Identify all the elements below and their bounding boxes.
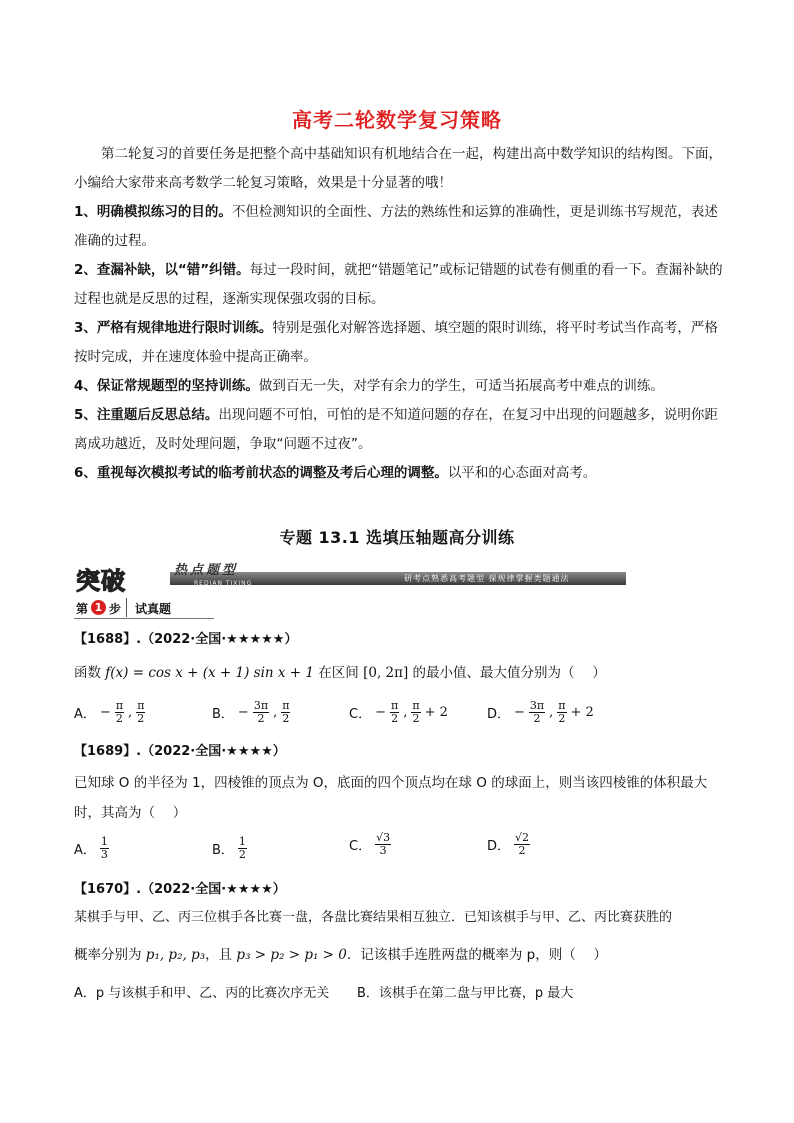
- strategy-1: [74, 198, 728, 256]
- strategy-5: [74, 401, 728, 459]
- q2-option-b-label: B．: [212, 843, 234, 858]
- q2-option-d[interactable]: D． $\frac{√2}{2}$: [487, 831, 530, 857]
- strategy-4-head: 4、保证常规题型的坚持训练。: [74, 378, 259, 394]
- q3-option-b-text: B．该棋手在第二盘与甲比赛，p 最大: [357, 986, 574, 1001]
- step-underline: [74, 618, 214, 619]
- question-1670-text-line1: 某棋手与甲、乙、丙三位棋手各比赛一盘，各盘比赛结果相互独立．已知该棋手与甲、乙、丙比赛获胜的: [74, 910, 673, 925]
- strategy-5-body: 出现问题不可怕，可怕的是不知道问题的存在，在复习中出现的问题越多，说明你距离成功越近，及时处理问题，争取“问题不过夜”。: [74, 407, 718, 452]
- q2-option-d-label: D．: [487, 839, 511, 854]
- q2-option-a[interactable]: A． $\frac{1}{3}$: [74, 835, 108, 861]
- q1-option-c-label: C．: [349, 707, 372, 722]
- q1-text-mid: 在区间: [314, 665, 364, 681]
- strategy-4: [74, 372, 728, 401]
- step-title: 试真题: [135, 602, 172, 616]
- step-prefix: 第: [76, 602, 89, 616]
- question-1670-text-line2: [74, 940, 728, 970]
- q1-formula: f(x) = cos x + (x + 1) sin x + 1: [105, 665, 314, 681]
- q2-option-c-label: C．: [349, 839, 372, 854]
- q1-text-post: 的最小值、最大值分别为（ ）: [408, 665, 606, 681]
- q1-option-a[interactable]: A． − $\frac{\pi}{2}$ , $\frac{\pi}{2}$: [74, 699, 145, 725]
- strategy-2: [74, 256, 728, 314]
- strategy-3-head: 3、严格有规律地进行限时训练。: [74, 320, 273, 336]
- q1-option-b[interactable]: B． − $\frac{3\pi}{2}$ , $\frac{\pi}{2}$: [212, 699, 290, 725]
- strategy-2-body: 每过一段时间，就把“错题笔记”或标记错题的试卷有侧重的看一下。查漏补缺的过程也就是反思的过程，逐渐实现保强攻弱的目标。: [74, 262, 723, 307]
- section-banner: [74, 563, 626, 595]
- strategy-4-body: 做到百无一失，对学有余力的学生，可适当拓展高考中难点的训练。: [258, 378, 664, 394]
- banner-subtitle: 热点题型: [174, 563, 239, 578]
- strategy-3: [74, 314, 728, 372]
- banner-big-text: 突破: [76, 566, 126, 595]
- q3-probs: p₁, p₂, p₃: [145, 947, 206, 963]
- question-1670-header: 【1670】.（2022·全国·★★★★）: [74, 882, 286, 897]
- step-number-badge: 1: [91, 600, 106, 615]
- strategy-6-body: 以平和的心态面对高考。: [447, 465, 597, 481]
- section-title: 专题 13.1 选填压轴题高分训练: [279, 528, 515, 547]
- q1-option-b-label: B．: [212, 707, 234, 722]
- strategy-5-head: 5、注重题后反思总结。: [74, 407, 219, 423]
- strategy-3-body: 特别是强化对解答选择题、填空题的限时训练，将平时考试当作高考，严格按时完成，并在速度体验中提高正确率。: [74, 320, 718, 365]
- strategy-1-head: 1、明确模拟练习的目的。: [74, 204, 232, 220]
- q2-option-c[interactable]: C． $\frac{√3}{3}$: [349, 831, 391, 857]
- q3-text-post: ．记该棋手连胜两盘的概率为 p，则（ ）: [346, 947, 608, 963]
- q2-option-a-label: A．: [74, 843, 96, 858]
- q3-text-pre: 概率分别为: [74, 947, 146, 963]
- q3-option-a-text: A．p 与该棋手和甲、乙、丙的比赛次序无关: [74, 986, 330, 1001]
- question-1689-text: 已知球 O 的半径为 1，四棱锥的顶点为 O，底面的四个顶点均在球 O 的球面上，则当该四棱锥的体积最大时，其高为（ ）: [74, 775, 708, 821]
- q3-option-a[interactable]: [74, 982, 329, 1001]
- step-divider: [126, 598, 127, 617]
- q3-text-mid: ，且: [205, 947, 237, 963]
- intro-paragraph: 第二轮复习的首要任务是把整个高中基础知识有机地结合在一起，构建出高中数学知识的结构图。下面，小编给大家带来高考数学二轮复习策略，效果是十分显著的哦！: [74, 146, 722, 191]
- q1-option-d-label: D．: [487, 707, 511, 722]
- question-1688-header: 【1688】.（2022·全国·★★★★★）: [74, 632, 298, 647]
- question-1689-header: 【1689】.（2022·全国·★★★★）: [74, 744, 286, 759]
- q3-option-b[interactable]: [357, 982, 573, 1001]
- q3-inequality: p₃ > p₂ > p₁ > 0: [236, 947, 347, 963]
- step-suffix: 步: [109, 602, 122, 616]
- q1-option-a-label: A．: [74, 707, 96, 722]
- q1-interval: [0, 2π]: [363, 665, 409, 681]
- banner-slogan: 研考点熟悉高考题型 探规律掌握类题通法: [404, 574, 570, 583]
- q1-option-c[interactable]: C． − $\frac{\pi}{2}$ , $\frac{\pi}{2}$ + 2: [349, 699, 448, 725]
- banner-pinyin: REDIAN TIXING: [194, 580, 253, 587]
- strategy-6-head: 6、重视每次模拟考试的临考前状态的调整及考后心理的调整。: [74, 465, 448, 481]
- strategy-1-body: 不但检测知识的全面性、方法的熟练性和运算的准确性，更是训练书写规范，表述准确的过程。: [74, 204, 718, 249]
- q1-option-d[interactable]: D． − $\frac{3\pi}{2}$ , $\frac{\pi}{2}$ + 2: [487, 699, 594, 725]
- page-title: 高考二轮数学复习策略: [292, 108, 502, 132]
- question-1688-text: [74, 658, 728, 688]
- q1-text-pre: 函数: [74, 665, 106, 681]
- q2-option-b[interactable]: B． $\frac{1}{2}$: [212, 835, 246, 861]
- strategy-2-head: 2、查漏补缺，以“错”纠错。: [74, 262, 250, 278]
- strategy-6: [74, 459, 728, 488]
